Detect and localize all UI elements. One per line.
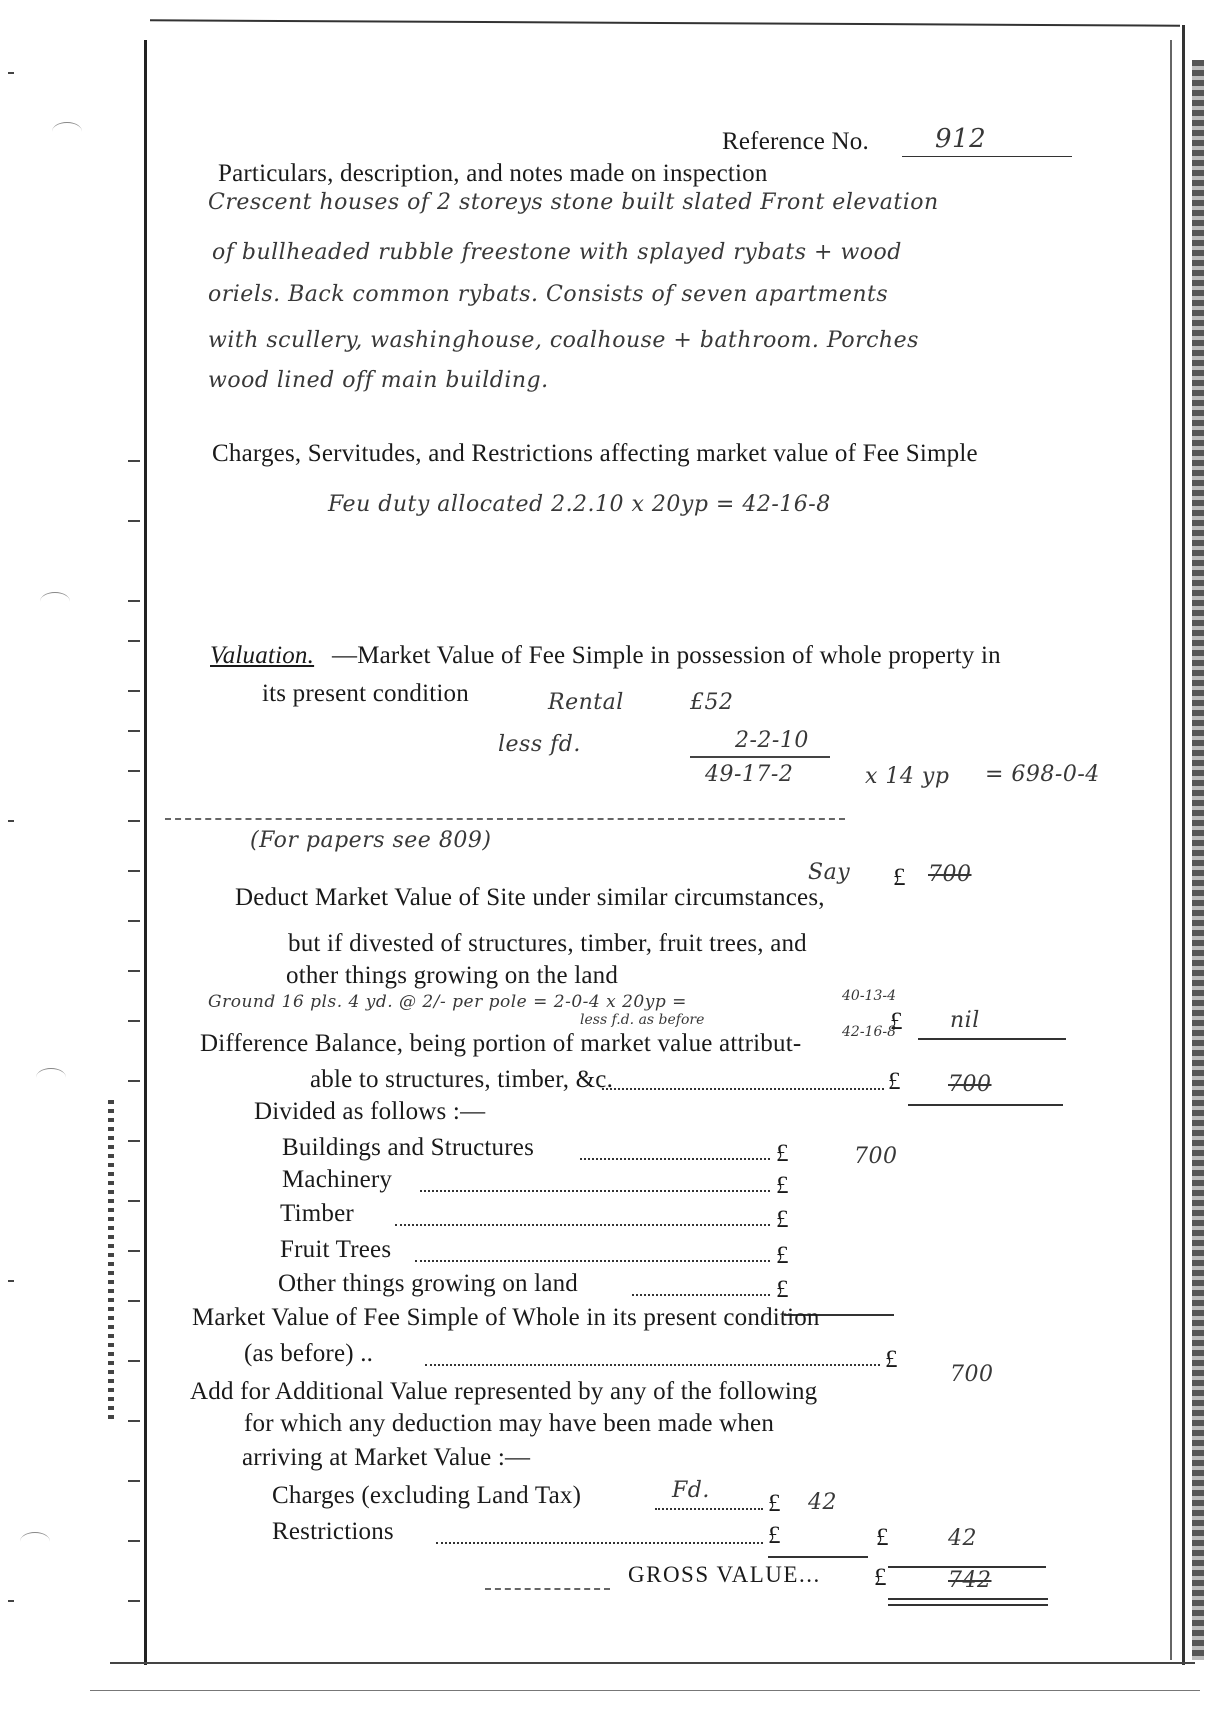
rental-value: £52 [690,690,734,715]
subtotal-rule [690,756,830,758]
margin-tick [128,1080,140,1082]
particulars-line: with scullery, washinghouse, coalhouse + bathroom. Porches [208,328,919,353]
margin-tick [128,1020,140,1022]
margin-dot [8,72,14,74]
papers-note: (For papers see 809) [250,828,492,853]
particulars-heading: Particulars, description, and notes made on inspection [218,160,768,187]
market-whole-line1: Market Value of Fee Simple of Whole in its present condition [192,1304,820,1331]
rental-label: Rental [548,690,624,715]
restrictions-row-pound: £ [768,1522,781,1549]
reference-dots [902,156,1072,157]
net-value: 49-17-2 [705,762,794,787]
divided-item-label: Buildings and Structures [282,1134,535,1161]
page-bottom-border [110,1662,1195,1664]
binding-hole [40,592,70,611]
additional-total-value: 42 [948,1526,977,1551]
say-label: Say [808,860,851,885]
restrictions-row-label: Restrictions [272,1518,394,1545]
gross-double-rule-1 [888,1598,1048,1600]
additional-line3: arriving at Market Value :— [242,1444,531,1471]
market-whole-dots [425,1364,880,1366]
valuation-result: = 698-0-4 [985,762,1100,787]
particulars-line: of bullheaded rubble freestone with splayed rybats + wood [212,240,902,265]
margin-tick [128,520,140,522]
difference-rule [908,1104,1063,1106]
less-value: 2-2-10 [735,728,809,753]
ground-less: less f.d. as before [580,1012,705,1028]
less-label: less fd. [498,732,581,757]
ground-calc-bottom: 42-16-8 [842,1024,896,1040]
say-value: 700 [928,862,972,887]
additional-total-pound: £ [876,1524,889,1551]
page-top-border [150,19,1180,26]
charges-row-label: Charges (excluding Land Tax) [272,1482,582,1509]
page-bottom-border-2 [90,1690,1200,1691]
particulars-line: Crescent houses of 2 storeys stone built slated Front elevation [208,190,939,215]
charges-row-note: Fd. [672,1478,710,1503]
reference-value: 912 [935,124,987,154]
ground-note: Ground 16 pls. 4 yd. @ 2/- per pole = 2-0-4 x 20yp = [208,992,687,1012]
page-right-border-inner [1170,40,1172,1660]
divided-item-label: Other things growing on land [278,1270,579,1297]
margin-dot [8,1600,14,1602]
restrictions-subtotal-rule [768,1556,868,1558]
divided-dots [632,1294,770,1296]
divided-item-pound: £ [776,1206,789,1233]
divided-item-pound: £ [776,1172,789,1199]
charges-row-pound: £ [768,1490,781,1517]
particulars-line: wood lined off main building. [208,368,549,393]
ground-calc-top: 40-13-4 [842,988,896,1004]
charges-row-value: 42 [808,1490,837,1515]
margin-tick [128,1420,140,1422]
margin-tick [128,1140,140,1142]
reference-label: Reference No. [722,128,869,155]
valuation-heading: —Market Value of Fee Simple in possession of whole property in [332,642,1001,669]
charges-row-dots [655,1508,763,1510]
margin-tick [128,640,140,642]
divided-item-label: Timber [280,1200,354,1227]
margin-tick [128,1540,140,1542]
difference-line2: able to structures, timber, &c. [310,1066,614,1093]
margin-tick [128,970,140,972]
margin-tick [128,600,140,602]
particulars-line: oriels. Back common rybats. Consists of seven apartments [208,282,889,307]
divided-item-pound: £ [776,1242,789,1269]
page-left-border [144,40,147,1665]
additional-line1: Add for Additional Value represented by any of the following [190,1378,818,1405]
deduct-line3: other things growing on the land [286,962,619,989]
restrictions-row-dots [436,1542,763,1544]
divided-item-label: Machinery [282,1166,393,1193]
deduct-pound: £ [890,1008,903,1035]
gross-label: GROSS VALUE... [628,1562,821,1587]
margin-tick [128,730,140,732]
deduct-line1: Deduct Market Value of Site under similar circumstances, [235,884,825,911]
margin-tick [128,1300,140,1302]
divided-dots [415,1260,770,1262]
margin-tick [128,1600,140,1602]
difference-line1: Difference Balance, being portion of market value attribut- [200,1030,802,1057]
divided-item-label: Fruit Trees [280,1236,392,1263]
page-right-edge-shadow [1192,60,1204,1660]
section-dash [165,818,845,820]
divided-dots [580,1158,770,1160]
margin-tick [128,1480,140,1482]
deduct-rule [918,1038,1066,1040]
divided-dots [395,1224,770,1226]
binding-hole [20,1532,50,1551]
margin-tick [128,1360,140,1362]
gross-value: 742 [948,1568,992,1593]
charges-note: Feu duty allocated 2.2.10 x 20yp = 42-16-8 [328,492,831,517]
margin-tick [128,690,140,692]
margin-tick [128,1250,140,1252]
gross-double-rule-2 [888,1604,1048,1606]
market-whole-pound: £ [885,1346,898,1373]
divided-item-pound: £ [776,1140,789,1167]
margin-scan-artifact [108,1100,114,1420]
gross-lead-dash [485,1588,610,1590]
margin-tick [128,820,140,822]
margin-tick [128,770,140,772]
page-right-border [1182,25,1185,1665]
divided-item-pound: £ [776,1276,789,1303]
binding-hole [36,1068,66,1087]
margin-tick [128,460,140,462]
say-pound: £ [893,864,906,891]
margin-dot [8,820,14,822]
gross-pound: £ [874,1564,887,1591]
difference-dots [602,1088,884,1090]
divided-item-value: 700 [854,1144,898,1169]
market-whole-value: 700 [950,1362,994,1387]
deduct-line2: but if divested of structures, timber, fruit trees, and [288,930,807,957]
difference-pound: £ [888,1068,901,1095]
margin-tick [128,1200,140,1202]
divided-heading: Divided as follows :— [254,1098,486,1125]
market-whole-line2: (as before) .. [244,1340,374,1367]
difference-value: 700 [948,1072,992,1097]
margin-tick [128,920,140,922]
multiplier: x 14 yp [865,764,950,789]
valuation-heading-line2: its present condition [262,680,469,707]
binding-hole [52,122,82,141]
charges-heading: Charges, Servitudes, and Restrictions affecting market value of Fee Simple [212,440,978,467]
margin-tick [128,870,140,872]
valuation-heading-italic: Valuation. [210,642,315,669]
deduct-value: nil [950,1008,980,1033]
additional-line2: for which any deduction may have been made when [244,1410,775,1437]
margin-dot [8,1280,14,1282]
divided-dots [420,1190,770,1192]
